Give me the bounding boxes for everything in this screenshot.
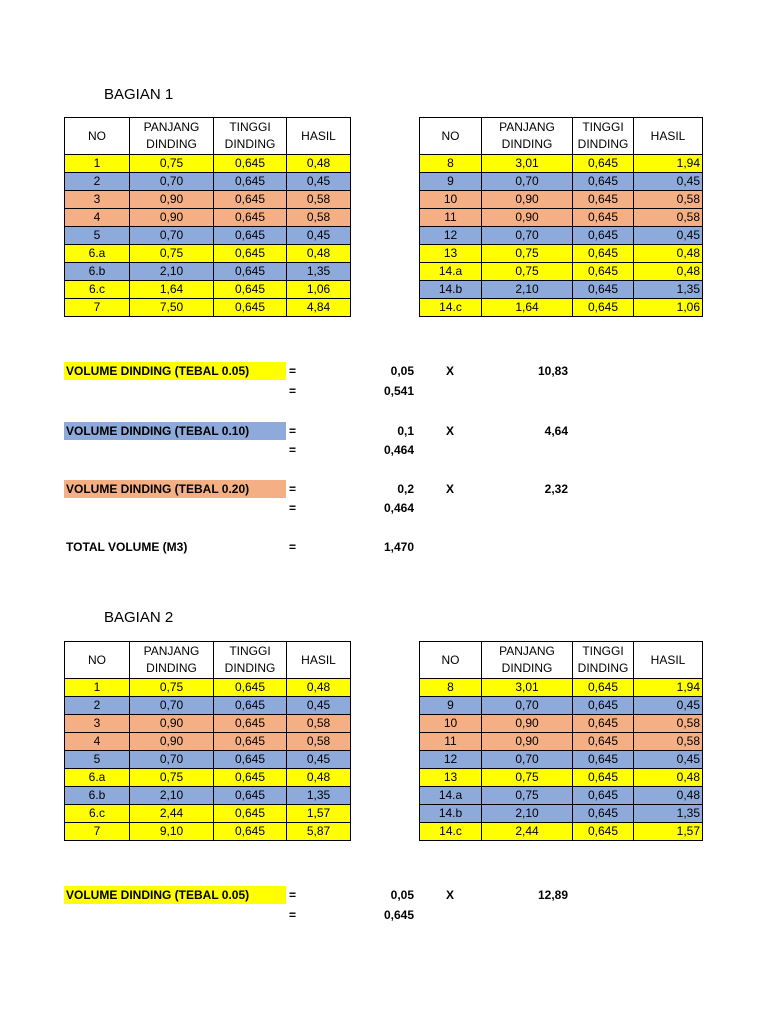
cell-panjang: 0,90 <box>130 715 214 733</box>
header-panjang: PANJANG DINDING <box>130 642 214 679</box>
cell-panjang: 2,44 <box>130 805 214 823</box>
cell-no: 8 <box>420 155 482 173</box>
multiply-sign: X <box>446 364 455 378</box>
cell-no: 3 <box>65 191 130 209</box>
cell-tinggi: 0,645 <box>573 245 634 263</box>
cell-tinggi: 0,645 <box>214 769 287 787</box>
table-row <box>420 769 703 787</box>
equals-sign: = <box>289 482 297 496</box>
thickness-factor: 0,2 <box>397 482 414 496</box>
table-row <box>420 733 703 751</box>
cell-panjang: 2,44 <box>482 823 573 841</box>
cell-no: 13 <box>420 769 482 787</box>
cell-panjang: 0,75 <box>482 263 573 281</box>
header-no: NO <box>65 642 130 679</box>
cell-hasil: 1,57 <box>634 823 703 841</box>
cell-tinggi: 0,645 <box>214 733 287 751</box>
cell-tinggi: 0,645 <box>214 805 287 823</box>
table-row <box>420 679 703 697</box>
table-header-row <box>65 118 351 155</box>
cell-no: 5 <box>65 751 130 769</box>
header-panjang: PANJANG DINDING <box>130 118 214 155</box>
header-panjang: PANJANG DINDING <box>482 118 573 155</box>
equals-sign: = <box>289 424 297 438</box>
table-row <box>420 263 703 281</box>
cell-panjang: 0,90 <box>482 715 573 733</box>
cell-hasil: 1,94 <box>634 155 703 173</box>
cell-no: 14.b <box>420 805 482 823</box>
equals-sign: = <box>289 443 297 457</box>
cell-hasil: 0,48 <box>287 769 351 787</box>
cell-panjang: 2,10 <box>482 805 573 823</box>
cell-hasil: 0,45 <box>287 751 351 769</box>
cell-tinggi: 0,645 <box>214 281 287 299</box>
table-row <box>65 227 351 245</box>
cell-tinggi: 0,645 <box>214 191 287 209</box>
header-hasil: HASIL <box>634 642 703 679</box>
cell-panjang: 0,70 <box>130 697 214 715</box>
cell-tinggi: 0,645 <box>214 715 287 733</box>
equals-sign: = <box>289 540 297 554</box>
table-row <box>65 823 351 841</box>
cell-no: 6.a <box>65 245 130 263</box>
cell-panjang: 1,64 <box>130 281 214 299</box>
table-row <box>65 209 351 227</box>
cell-hasil: 0,58 <box>634 715 703 733</box>
cell-no: 14.c <box>420 299 482 317</box>
cell-no: 14.b <box>420 281 482 299</box>
cell-tinggi: 0,645 <box>214 209 287 227</box>
table-row <box>65 805 351 823</box>
cell-no: 14.a <box>420 263 482 281</box>
cell-tinggi: 0,645 <box>573 769 634 787</box>
table-row <box>420 281 703 299</box>
cell-hasil: 0,58 <box>287 209 351 227</box>
cell-tinggi: 0,645 <box>573 805 634 823</box>
cell-panjang: 0,75 <box>482 245 573 263</box>
cell-no: 9 <box>420 697 482 715</box>
table-row <box>65 173 351 191</box>
cell-no: 4 <box>65 209 130 227</box>
cell-hasil: 1,35 <box>634 281 703 299</box>
header-tinggi: TINGGI DINDING <box>214 642 287 679</box>
cell-tinggi: 0,645 <box>573 227 634 245</box>
table-row <box>65 191 351 209</box>
table-header-row <box>420 642 703 679</box>
cell-hasil: 1,35 <box>287 263 351 281</box>
header-no: NO <box>420 118 482 155</box>
wall-table-left <box>64 117 351 317</box>
cell-panjang: 0,70 <box>482 751 573 769</box>
table-row <box>65 787 351 805</box>
table-row <box>65 769 351 787</box>
cell-hasil: 0,48 <box>634 787 703 805</box>
cell-tinggi: 0,645 <box>214 787 287 805</box>
cell-hasil: 1,06 <box>634 299 703 317</box>
cell-hasil: 0,48 <box>634 245 703 263</box>
cell-hasil: 0,48 <box>634 769 703 787</box>
cell-hasil: 0,48 <box>287 245 351 263</box>
cell-tinggi: 0,645 <box>573 823 634 841</box>
cell-panjang: 1,64 <box>482 299 573 317</box>
cell-tinggi: 0,645 <box>573 679 634 697</box>
cell-no: 12 <box>420 751 482 769</box>
table-row <box>420 823 703 841</box>
table-row <box>65 281 351 299</box>
cell-hasil: 4,84 <box>287 299 351 317</box>
cell-no: 5 <box>65 227 130 245</box>
cell-tinggi: 0,645 <box>214 227 287 245</box>
cell-no: 6.a <box>65 769 130 787</box>
cell-panjang: 0,75 <box>482 787 573 805</box>
cell-panjang: 0,90 <box>130 191 214 209</box>
cell-panjang: 0,75 <box>482 769 573 787</box>
table-row <box>65 299 351 317</box>
cell-hasil: 0,48 <box>634 263 703 281</box>
cell-panjang: 3,01 <box>482 679 573 697</box>
header-hasil: HASIL <box>287 642 351 679</box>
cell-no: 9 <box>420 173 482 191</box>
cell-panjang: 0,90 <box>482 191 573 209</box>
cell-tinggi: 0,645 <box>573 173 634 191</box>
table-header-row <box>65 642 351 679</box>
table-row <box>420 245 703 263</box>
volume-label-005: VOLUME DINDING (TEBAL 0.05) <box>64 886 286 904</box>
cell-no: 6.c <box>65 281 130 299</box>
cell-no: 6.b <box>65 263 130 281</box>
cell-panjang: 2,10 <box>130 263 214 281</box>
table-row <box>420 173 703 191</box>
header-hasil: HASIL <box>287 118 351 155</box>
cell-tinggi: 0,645 <box>573 155 634 173</box>
cell-tinggi: 0,645 <box>573 733 634 751</box>
cell-panjang: 0,90 <box>130 209 214 227</box>
cell-panjang: 0,70 <box>482 227 573 245</box>
table-row <box>65 679 351 697</box>
header-tinggi: TINGGI DINDING <box>214 118 287 155</box>
table-row <box>65 245 351 263</box>
cell-tinggi: 0,645 <box>214 245 287 263</box>
header-no: NO <box>420 642 482 679</box>
cell-hasil: 0,58 <box>287 715 351 733</box>
cell-no: 14.c <box>420 823 482 841</box>
cell-tinggi: 0,645 <box>214 679 287 697</box>
cell-tinggi: 0,645 <box>214 823 287 841</box>
cell-no: 1 <box>65 155 130 173</box>
equals-sign: = <box>289 908 297 922</box>
header-hasil: HASIL <box>634 118 703 155</box>
total-volume-label: TOTAL VOLUME (M3) <box>66 540 188 554</box>
wall-table-left <box>64 641 351 841</box>
cell-tinggi: 0,645 <box>214 173 287 191</box>
cell-no: 10 <box>420 715 482 733</box>
cell-panjang: 0,70 <box>482 173 573 191</box>
cell-tinggi: 0,645 <box>214 299 287 317</box>
cell-panjang: 3,01 <box>482 155 573 173</box>
cell-no: 6.c <box>65 805 130 823</box>
hasil-sum: 10,83 <box>537 364 568 378</box>
cell-hasil: 0,58 <box>634 733 703 751</box>
multiply-sign: X <box>446 888 455 902</box>
hasil-sum: 4,64 <box>544 424 568 438</box>
cell-no: 12 <box>420 227 482 245</box>
cell-hasil: 0,58 <box>287 733 351 751</box>
table-row <box>420 715 703 733</box>
volume-label-005: VOLUME DINDING (TEBAL 0.05) <box>64 362 286 380</box>
cell-tinggi: 0,645 <box>573 281 634 299</box>
cell-tinggi: 0,645 <box>214 697 287 715</box>
cell-hasil: 0,45 <box>287 173 351 191</box>
table-header-row <box>420 118 703 155</box>
cell-no: 10 <box>420 191 482 209</box>
cell-hasil: 0,45 <box>634 751 703 769</box>
table-row <box>420 787 703 805</box>
cell-panjang: 0,70 <box>130 173 214 191</box>
cell-no: 1 <box>65 679 130 697</box>
header-tinggi: TINGGI DINDING <box>573 642 634 679</box>
cell-hasil: 0,45 <box>634 697 703 715</box>
cell-hasil: 1,94 <box>634 679 703 697</box>
cell-no: 7 <box>65 299 130 317</box>
multiply-sign: X <box>446 424 455 438</box>
wall-table-right <box>419 117 703 317</box>
volume-label-020: VOLUME DINDING (TEBAL 0.20) <box>64 480 286 498</box>
header-tinggi: TINGGI DINDING <box>573 118 634 155</box>
cell-no: 7 <box>65 823 130 841</box>
multiply-sign: X <box>446 482 455 496</box>
cell-no: 11 <box>420 733 482 751</box>
thickness-factor: 0,05 <box>390 364 414 378</box>
equals-sign: = <box>289 384 297 398</box>
cell-tinggi: 0,645 <box>214 751 287 769</box>
cell-no: 2 <box>65 697 130 715</box>
table-row <box>420 155 703 173</box>
volume-result: 0,645 <box>383 908 414 922</box>
cell-no: 14.a <box>420 787 482 805</box>
volume-label-010: VOLUME DINDING (TEBAL 0.10) <box>64 422 286 440</box>
cell-panjang: 0,70 <box>130 227 214 245</box>
cell-panjang: 0,70 <box>130 751 214 769</box>
cell-panjang: 9,10 <box>130 823 214 841</box>
volume-result: 0,464 <box>383 501 414 515</box>
cell-hasil: 0,48 <box>287 155 351 173</box>
cell-no: 2 <box>65 173 130 191</box>
cell-panjang: 0,75 <box>130 769 214 787</box>
table-row <box>65 697 351 715</box>
cell-no: 8 <box>420 679 482 697</box>
cell-hasil: 0,58 <box>634 191 703 209</box>
cell-hasil: 1,57 <box>287 805 351 823</box>
cell-panjang: 0,75 <box>130 679 214 697</box>
table-row <box>420 299 703 317</box>
cell-panjang: 0,90 <box>130 733 214 751</box>
header-panjang: PANJANG DINDING <box>482 642 573 679</box>
cell-no: 4 <box>65 733 130 751</box>
wall-table-right <box>419 641 703 841</box>
cell-hasil: 0,45 <box>634 173 703 191</box>
volume-result: 0,541 <box>383 384 414 398</box>
cell-no: 6.b <box>65 787 130 805</box>
cell-panjang: 0,75 <box>130 245 214 263</box>
hasil-sum: 12,89 <box>537 888 568 902</box>
cell-no: 3 <box>65 715 130 733</box>
section-title: BAGIAN 2 <box>104 609 174 626</box>
cell-no: 11 <box>420 209 482 227</box>
cell-hasil: 0,45 <box>634 227 703 245</box>
cell-hasil: 0,45 <box>287 227 351 245</box>
table-row <box>420 209 703 227</box>
section-title: BAGIAN 1 <box>104 86 174 103</box>
cell-no: 13 <box>420 245 482 263</box>
thickness-factor: 0,05 <box>390 888 414 902</box>
cell-panjang: 0,75 <box>130 155 214 173</box>
table-row <box>420 191 703 209</box>
total-volume-result: 1,470 <box>383 540 414 554</box>
cell-tinggi: 0,645 <box>573 697 634 715</box>
table-row <box>420 697 703 715</box>
cell-tinggi: 0,645 <box>214 263 287 281</box>
cell-hasil: 1,06 <box>287 281 351 299</box>
cell-tinggi: 0,645 <box>573 209 634 227</box>
equals-sign: = <box>289 888 297 902</box>
table-row <box>420 805 703 823</box>
cell-tinggi: 0,645 <box>214 155 287 173</box>
hasil-sum: 2,32 <box>544 482 568 496</box>
cell-hasil: 0,45 <box>287 697 351 715</box>
table-row <box>420 227 703 245</box>
cell-hasil: 1,35 <box>634 805 703 823</box>
cell-tinggi: 0,645 <box>573 751 634 769</box>
volume-result: 0,464 <box>383 443 414 457</box>
cell-hasil: 0,58 <box>287 191 351 209</box>
cell-hasil: 1,35 <box>287 787 351 805</box>
cell-tinggi: 0,645 <box>573 299 634 317</box>
equals-sign: = <box>289 364 297 378</box>
header-no: NO <box>65 118 130 155</box>
cell-tinggi: 0,645 <box>573 787 634 805</box>
cell-tinggi: 0,645 <box>573 191 634 209</box>
cell-hasil: 0,58 <box>634 209 703 227</box>
table-row <box>65 263 351 281</box>
cell-panjang: 2,10 <box>130 787 214 805</box>
cell-tinggi: 0,645 <box>573 263 634 281</box>
equals-sign: = <box>289 501 297 515</box>
cell-panjang: 7,50 <box>130 299 214 317</box>
table-row <box>65 751 351 769</box>
cell-panjang: 0,90 <box>482 733 573 751</box>
cell-hasil: 5,87 <box>287 823 351 841</box>
cell-panjang: 0,70 <box>482 697 573 715</box>
table-row <box>420 751 703 769</box>
table-row <box>65 733 351 751</box>
thickness-factor: 0,1 <box>397 424 414 438</box>
cell-tinggi: 0,645 <box>573 715 634 733</box>
table-row <box>65 155 351 173</box>
cell-panjang: 2,10 <box>482 281 573 299</box>
cell-hasil: 0,48 <box>287 679 351 697</box>
cell-panjang: 0,90 <box>482 209 573 227</box>
table-row <box>65 715 351 733</box>
